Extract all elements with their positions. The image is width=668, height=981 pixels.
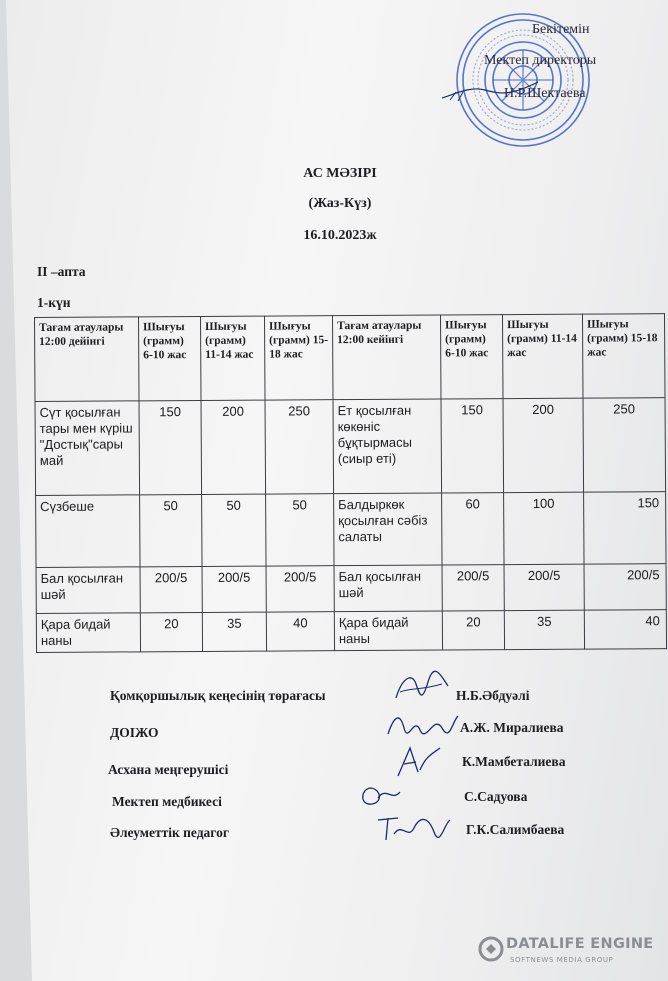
amount-cell: 200/5: [266, 566, 334, 612]
dish-name-cell: Сүзбеше: [36, 495, 140, 568]
datalife-logo-icon: [478, 936, 504, 962]
amount-cell: 200/5: [504, 564, 584, 610]
amount-cell: 200: [503, 398, 584, 492]
signer-title: Мектеп медбикесі: [112, 794, 222, 809]
signer-name: Г.К.Салимбаева: [466, 822, 565, 837]
signer-title: Әлеуметтік педагог: [110, 825, 229, 840]
amount-cell: 40: [266, 612, 334, 651]
watermark-title: DATALIFE ENGINE: [506, 936, 654, 952]
table-row: [35, 398, 666, 496]
amount-cell: 60: [442, 493, 504, 565]
table-row: [36, 492, 666, 568]
amount-cell: 250: [265, 400, 334, 494]
header-cell: Тағам атаулары 12:00 дейінгі: [35, 317, 140, 402]
amount-cell: 40: [584, 610, 666, 650]
amount-cell: 150: [139, 400, 202, 494]
amount-cell: 200/5: [202, 566, 266, 612]
amount-cell: 20: [442, 611, 504, 650]
header-cell: Шығуы (грамм) 15-18 жас: [582, 314, 665, 398]
dish-name-cell: Балдыркөк қосылған сәбіз салаты: [334, 493, 442, 566]
amount-cell: 150: [441, 399, 504, 493]
dish-name-cell: Ет қосылған көкөніс бұқтырмасы (сиыр еті): [333, 399, 442, 494]
page-title: АС МӘЗІРІ: [303, 166, 377, 181]
amount-cell: 50: [140, 494, 202, 566]
amount-cell: 200: [201, 400, 266, 494]
header-cell: Шығуы (грамм) 6-10 жас: [139, 316, 202, 400]
day-label: 1-күн: [37, 295, 71, 310]
approval-line-approve: Бекітемін: [532, 22, 590, 37]
amount-cell: 50: [202, 494, 266, 566]
watermark-subtitle: SOFTNEWS MEDIA GROUP: [510, 956, 614, 964]
table-row: [36, 610, 666, 653]
amount-cell: 200/5: [584, 564, 666, 611]
dish-name-cell: Бал қосылған шәй: [36, 567, 140, 614]
header-cell: Шығуы (грамм) 11-14 жас: [200, 316, 265, 400]
signer-name: А.Ж. Миралиева: [460, 720, 564, 735]
amount-cell: 150: [584, 492, 666, 564]
dish-name-cell: Бал қосылған шәй: [334, 565, 442, 612]
watermark: [476, 934, 660, 968]
header-cell: Шығуы (грамм) 15-18 жас: [264, 316, 333, 400]
amount-cell: 35: [202, 612, 266, 651]
amount-cell: 100: [504, 492, 584, 564]
signer-name: К.Мамбеталиева: [462, 754, 566, 769]
dish-name-cell: Қара бидай наны: [334, 611, 442, 651]
approval-line-director-name: Н.Р.Шектаева: [504, 86, 586, 101]
season-label: (Жаз-Күз): [308, 196, 372, 211]
amount-cell: 50: [266, 494, 334, 566]
approval-line-position: Мектеп директоры: [484, 53, 597, 68]
menu-date: 16.10.2023ж: [303, 228, 377, 243]
director-signature-mark: [440, 76, 540, 106]
header-cell: Шығуы (грамм) 6-10 жас: [440, 315, 503, 399]
amount-cell: 20: [140, 612, 202, 651]
week-label: II –апта: [37, 264, 86, 279]
signer-title: ДОІЖО: [110, 725, 159, 740]
signer-name: Н.Б.Әбдуәлі: [456, 688, 530, 703]
header-cell: Тағам атаулары 12:00 кейінгі: [332, 315, 441, 400]
table-row: [36, 564, 666, 614]
amount-cell: 35: [504, 610, 584, 649]
menu-table: [34, 313, 667, 653]
signer-name: С.Садуова: [464, 789, 528, 804]
table-header-row: [35, 314, 666, 402]
dish-name-cell: Қара бидай наны: [36, 613, 140, 653]
signer-title: Асхана меңгерушісі: [108, 762, 229, 777]
amount-cell: 200/5: [140, 566, 202, 612]
signature-mark: [392, 668, 452, 708]
amount-cell: 250: [583, 398, 666, 492]
signer-title: Қомқоршылық кеңесінің төрағасы: [110, 688, 326, 703]
amount-cell: 200/5: [442, 565, 504, 611]
dish-name-cell: Сүт қосылған тары мен күріш "Достық"сары май: [35, 401, 140, 496]
header-cell: Шығуы (грамм) 11-14 жас: [502, 314, 583, 398]
